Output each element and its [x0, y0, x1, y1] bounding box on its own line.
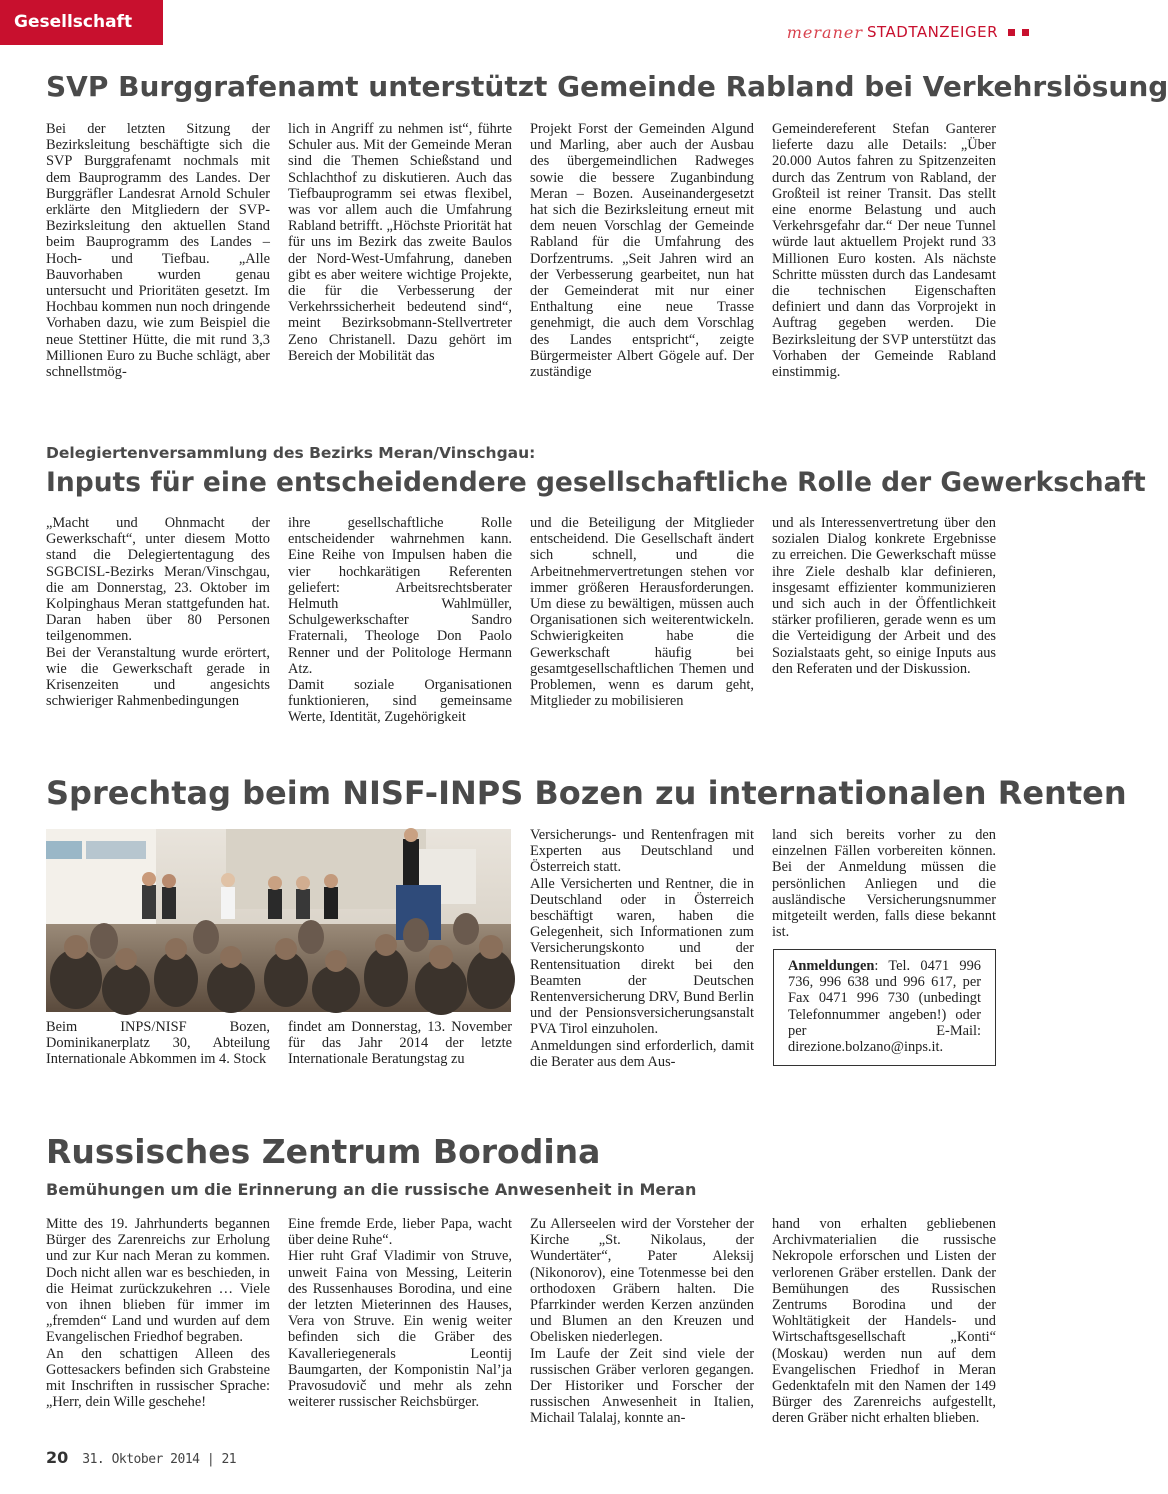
article1-col4: [772, 121, 996, 381]
registration-label: Anmeldungen: [788, 958, 875, 974]
paragraph: Zu Allerseelen wird der Vorsteher der Kirche „St. Nikolaus, der Wundertäter“, Pater Aleksij (Nikonorov), eine Totenmesse bei den orthodoxen Gräbern halten. Die Pfarrkinder werden Kerzen anzünden und Blumen an den Kreuzen und Obelisken niederlegen.: [530, 1216, 754, 1346]
paragraph: Beim INPS/NISF Bozen, Dominikanerplatz 30, Abteilung Internationale Abkommen im 4. Stock: [46, 1019, 270, 1068]
paragraph: Bei der Veranstaltung wurde erörtert, wie die Gewerkschaft gerade in Krisenzeiten und angesichts schwieriger Rahmenbedingungen: [46, 644, 270, 710]
paragraph: An den schattigen Alleen des Gottesackers befinden sich Grabsteine mit Inschriften in russischer Sprache: „Herr, dein Wille geschehe!: [46, 1345, 270, 1411]
article3-col3: [530, 827, 754, 1072]
paragraph: „Macht und Ohnmacht der Gewerkschaft“, unter diesem Motto stand die Delegiertentagung des SGBCISL-Bezirks Meran/Vinschgau, die am Donnerstag, 23. Oktober im Kolpinghaus Meran stattgefunden hat. Daran haben über 80 Personen teilgenommen.: [46, 515, 270, 645]
article1-title: SVP Burggrafenamt unterstützt Gemeinde Rabland bei Verkehrslösung: [46, 70, 1168, 103]
article2-col4: [772, 515, 996, 711]
article2-title: Inputs für eine entscheidendere gesellschaftliche Rolle der Gewerkschaft: [46, 467, 1146, 498]
article2-col2: [288, 515, 512, 726]
paragraph: und die Beteiligung der Mitglieder entscheidend. Die Gesellschaft ändert sich schnell, und die Arbeitnehmervertretungen stehen vor immer größeren Herausforderungen. Um diese zu bewältigen, müssen auch Organisationen sich weiterentwickeln. Schwierigkeiten habe die Gewerkschaft häufig bei gesamtgesellschaftlichen Themen und Problemen, wenn es darum geht, Mitglieder zu mobilisieren: [530, 515, 754, 710]
article1-col1: [46, 121, 270, 381]
logo-caps: STADTANZEIGER: [866, 23, 998, 41]
logo-script: meraner: [786, 22, 863, 42]
article4-subtitle: Bemühungen um die Erinnerung an die russische Anwesenheit in Meran: [46, 1180, 697, 1199]
paragraph: und als Interessenvertretung über den sozialen Dialog konkrete Ergebnisse zu erreichen. Die Gewerkschaft müsse ihre Ziele deshalb klar definieren, insgesamt effizienter kommunizieren und sich auch in der Öffentlichkeit stärker profilieren, gerade wenn es um die Verteidigung der Arbeit und des Sozialstaats geht, so einige Inputs aus den Referaten und der Diskussion.: [772, 515, 996, 677]
article4-col1: [46, 1216, 270, 1428]
paragraph: Alle Versicherten und Rentner, die in Deutschland oder in Österreich beschäftigt waren, haben die Gelegenheit, sich Informationen zum Versicherungskonto und der Rentensituation direkt bei den Beamten der Deutschen Rentenversicherung DRV, Bund Berlin und der Pensionsversicherungsanstalt PVA Tirol einzuholen.: [530, 875, 755, 1038]
article1-col3: [530, 121, 754, 381]
logo-square-icon: [1022, 29, 1029, 36]
paragraph: land sich bereits vorher zu den einzelnen Fällen vorbereiten können. Bei der Anmeldung müssen die persönlichen Anliegen und die ausländische Versicherungsnummer mitgeteilt werden, falls diese bekannt ist.: [772, 827, 996, 941]
paragraph: Hier ruht Graf Vladimir von Struve, unweit Faina von Messing, Leiterin des Russenhauses Borodina, und eine der letzten Mieterinnen des Hauses, Vera von Struve. Ein wenig weiter befinden sich die Gräber des Kavalleriegenerals Leontij Baumgarten, der Komponistin Nal’ja Pravosudovič und mehr als zehn weiterer russischer Reichsbürger.: [288, 1248, 512, 1411]
paragraph: Anmeldungen sind erforderlich, damit die Berater aus dem Aus-: [530, 1037, 754, 1070]
paragraph: Damit soziale Organisationen funktionieren, sind gemeinsame Werte, Identität, Zugehörigkeit: [288, 677, 512, 726]
article2-col1: [46, 515, 270, 711]
paragraph: ihre gesellschaftliche Rolle entscheidender wahrnehmen kann. Eine Reihe von Impulsen haben die vier hochkarätigen Referenten geliefert: Arbeitsrechtsberater Helmuth Wahlmüller, Schulgewerkschafter Sandro Fraternali, Theologe Don Paolo Renner und der Politologe Hermann Atz.: [288, 515, 512, 677]
paragraph: Projekt Forst der Gemeinden Algund und Marling, aber auch der Ausbau des übergemeindlichen Radweges sowie die bessere Zuganbindung Meran – Bozen. Auseinandergesetzt hat sich die Bezirksleitung erneut mit dem neuen Vorschlag der Gemeinde Rabland für die Umfahrung des Dorfzentrums. „Seit Jahren wird an der Verbesserung gearbeitet, nun hat der Gemeinderat mit nur einer Enthaltung eine neue Trasse genehmigt, die auch dem Vorschlag des Landes entspricht“, zeigte Bürgermeister Albert Gögele auf. Der zuständige: [530, 121, 754, 381]
article3-col4: [772, 827, 996, 943]
paragraph: Gemeindereferent Stefan Ganterer lieferte dazu alle Details: „Über 20.000 Autos fahren zu Spitzenzeiten durch das Zentrum von Rabland, der Großteil ist reiner Transit. Das stellt eine enorme Belastung und auch Verkehrsgefahr dar.“ Der neue Tunnel würde laut aktuellem Projekt rund 33 Millionen Euro kosten. Als nächste Schritte müssten durch das Landesamt die technischen Eigenschaften definiert und dann das Vorprojekt in Auftrag gegeben werden. Die Bezirksleitung der SVP unterstützt das Vorhaben der Gemeinde Rabland einstimmig.: [772, 121, 996, 381]
article3-caption1: [46, 1019, 270, 1071]
paragraph: Mitte des 19. Jahrhunderts begannen Bürger des Zarenreichs zur Erholung und zur Kur nach Meran zu kommen. Doch nicht allen war es beschieden, in die Heimat zurückzukehren … Viele von ihnen blieben für immer im „fremden“ Land und wurden auf dem Evangelischen Friedhof begraben.: [46, 1216, 270, 1346]
page-footer: [46, 1448, 236, 1467]
article2-col3: [530, 515, 754, 711]
issue-date: 31. Oktober 2014 | 21: [82, 1452, 237, 1467]
page-number: 20: [46, 1448, 69, 1467]
article1-col2: [288, 121, 512, 377]
article3-title: Sprechtag beim NISF-INPS Bozen zu internationalen Renten: [46, 774, 1127, 812]
logo-square-icon: [1008, 29, 1015, 36]
publication-logo: [787, 20, 1029, 44]
conference-photo: [46, 829, 511, 1012]
paragraph: Bei der letzten Sitzung der Bezirksleitung beschäftigte sich die SVP Burggrafenamt nochmals mit dem Bauprogramm des Landes. Der Burggräfler Landesrat Arnold Schuler erklärte den Mitgliedern der SVP-Bezirksleitung den aktuellen Stand beim Bauprogramm des Landes – Hoch- und Tiefbau. „Alle Bauvorhaben wurden genau untersucht und Prioritäten gesetzt. Im Hochbau kommen nun noch dringende Vorhaben dazu, wie zum Beispiel die neue Stettiner Hütte, die mit rund 3,3 Millionen Euro zu Buche schlägt, aber schnellstmög-: [46, 121, 270, 381]
article4-col3: [530, 1216, 754, 1428]
section-tab: Gesellschaft: [0, 0, 163, 45]
article3-caption2: [288, 1019, 512, 1071]
registration-box: [773, 949, 996, 1066]
article4-title: Russisches Zentrum Borodina: [46, 1132, 601, 1171]
paragraph: Versicherungs- und Rentenfragen mit Experten aus Deutschland und Österreich statt.: [530, 827, 754, 876]
paragraph: hand von erhalten gebliebenen Archivmaterialien die russische Nekropole erforschen und Listen der verlorenen Gräber erstellen. Dank der Bemühungen des Russischen Zentrums Borodina und der Wohltätigkeit der Handels- und Wirtschaftsgesellschaft „Konti“ (Moskau) werden nun auf dem Evangelischen Friedhof in Meran Gedenktafeln mit den Namen der 149 Bürger des Zarenreichs aufgestellt, deren Gräber nicht erhalten blieben.: [772, 1216, 996, 1427]
paragraph: findet am Donnerstag, 13. November für das Jahr 2014 der letzte Internationale Beratungstag zu: [288, 1019, 512, 1068]
registration-details: : Tel. 0471 996 736, 996 638 und 996 617, per Fax 0471 996 730 (unbedingt Telefonnummer angeben!) oder per E-Mail: direzione.bolzano@inps.it.: [788, 958, 981, 1056]
article2-kicker: Delegiertenversammlung des Bezirks Meran/Vinschgau:: [46, 444, 536, 462]
article4-col4: [772, 1216, 996, 1428]
paragraph: Eine fremde Erde, lieber Papa, wacht über deine Ruhe“.: [288, 1216, 512, 1249]
paragraph: lich in Angriff zu nehmen ist“, führte Schuler aus. Mit der Gemeinde Meran sind die Themen Schießstand und Schlachthof zu diskutieren. Auch das Tiefbauprogramm sei etwas flexibel, was vor allem auch die Umfahrung Rabland betrifft. „Höchste Priorität hat für uns im Bezirk das zweite Baulos der Nord-West-Umfahrung, daneben gibt es aber weitere wichtige Projekte, die für die Verbesserung der Verkehrssicherheit bedeutend sind“, meint Bezirksobmann-Stellvertreter Zeno Christanell. Dazu gehört im Bereich der Mobilität das: [288, 121, 512, 364]
article4-col2: [288, 1216, 512, 1428]
paragraph: Im Laufe der Zeit sind viele der russischen Gräber verloren gegangen. Der Historiker und Forscher der russischen Anwesenheit in Italien, Michail Talalaj, konnte an-: [530, 1345, 754, 1427]
